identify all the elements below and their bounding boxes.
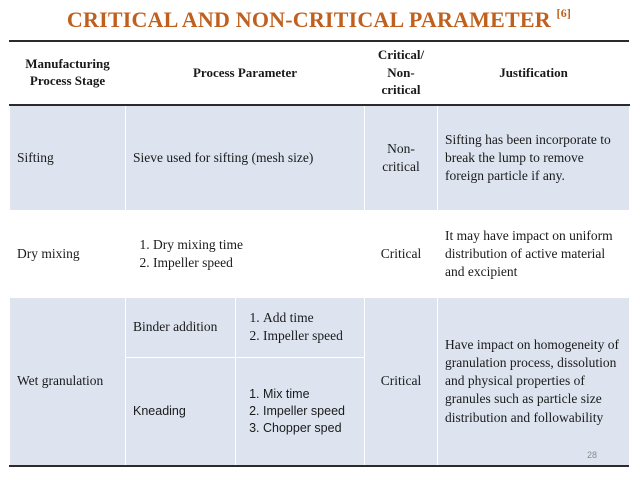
header-parameter: Process Parameter (126, 41, 365, 105)
parameter-table (9, 40, 630, 466)
table-row (10, 211, 630, 297)
parameter-item: 1. Mix time (263, 386, 357, 403)
critical-cell: Critical (365, 297, 438, 465)
parameter-item: 1. Add time (263, 309, 357, 327)
parameter-item: 3. Chopper sped (263, 420, 357, 437)
parameter-list (133, 236, 357, 272)
parameter-item: 1. Dry mixing time (153, 236, 357, 254)
header-critical: Critical/ Non-critical (365, 41, 438, 105)
title-reference: [6] (556, 5, 572, 20)
table-bottom-rule (9, 465, 629, 467)
header-stage: Manufacturing Process Stage (10, 41, 126, 105)
substep-cell: Kneading (126, 357, 236, 465)
table-top-rule (9, 40, 629, 42)
parameter-item: 2. Impeller speed (263, 327, 357, 345)
critical-cell: Critical (365, 211, 438, 297)
table-row (10, 105, 630, 211)
slide-title (0, 7, 638, 33)
parameter-cell (236, 357, 365, 465)
table-row (10, 297, 630, 357)
parameter-cell: Sieve used for sifting (mesh size) (126, 105, 365, 211)
parameter-list (243, 386, 357, 437)
substep-cell: Binder addition (126, 297, 236, 357)
parameter-item: 2. Impeller speed (153, 254, 357, 272)
parameter-list (243, 309, 357, 345)
stage-cell: Sifting (10, 105, 126, 211)
stage-cell: Wet granulation (10, 297, 126, 465)
justification-cell: Sifting has been incorporate to break the lump to remove foreign particle if any. (438, 105, 630, 211)
justification-cell: It may have impact on uniform distribution of active material and excipient (438, 211, 630, 297)
critical-cell: Non-critical (365, 105, 438, 211)
header-row (10, 41, 630, 105)
stage-cell: Dry mixing (10, 211, 126, 297)
parameter-cell (236, 297, 365, 357)
justification-cell: Have impact on homogeneity of granulation process, dissolution and physical properties of granules such as particle size distribution and followability (438, 297, 630, 465)
page-number: 28 (587, 450, 598, 460)
header-justification: Justification (438, 41, 630, 105)
slide-title-text: CRITICAL AND NON-CRITICAL PARAMETER (66, 7, 551, 32)
parameter-cell (126, 211, 365, 297)
parameter-item: 2. Impeller speed (263, 403, 357, 420)
